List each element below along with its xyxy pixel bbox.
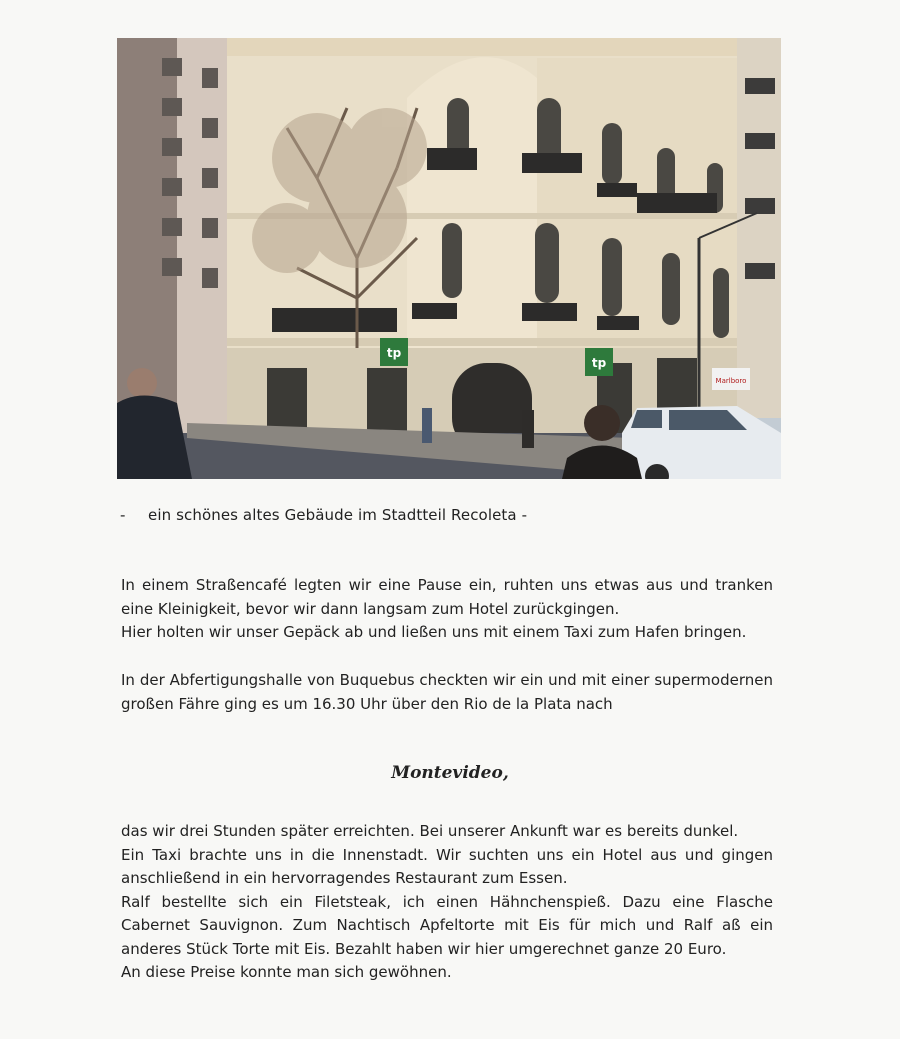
paragraph-cafe (121, 574, 773, 645)
paragraph-buquebus-text: In der Abfertigungshalle von Buquebus checkten wir ein und mit einer supermodernen großen Fähre ging es um 16.30 Uhr über den Rio de la Plata nach (121, 671, 773, 713)
paragraph-montevideo-line2: Ein Taxi brachte uns in die Innenstadt. Wir suchten uns ein Hotel aus und gingen anschließend in ein hervorragendes Restaurant zum Essen. (121, 845, 773, 887)
paragraph-cafe-line2: Hier holten wir unser Gepäck ab und ließen uns mit einem Taxi zum Hafen bringen. (121, 623, 747, 641)
shop-sign-text: Marlboro (715, 377, 747, 385)
paragraph-montevideo-line4: An diese Preise konnte man sich gewöhnen. (121, 963, 452, 981)
photo-caption (120, 506, 527, 524)
sign-right-text: tp (591, 356, 607, 370)
building-illustration (117, 38, 781, 479)
caption-text: ein schönes altes Gebäude im Stadtteil Recoleta - (148, 506, 528, 524)
section-heading-montevideo: Montevideo, (391, 763, 509, 783)
paragraph-cafe-line1: In einem Straßencafé legten wir eine Pause ein, ruhten uns etwas aus und tranken eine Kleinigkeit, bevor wir dann langsam zum Hotel zurückgingen. (121, 576, 773, 618)
paragraph-montevideo (121, 820, 773, 985)
paragraph-montevideo-line3: Ralf bestellte sich ein Filetsteak, ich einen Hähnchenspieß. Dazu eine Flasche Cabernet Sauvignon. Zum Nachtisch Apfeltorte mit Eis für mich und Ralf aß ein anderes Stück Torte mit Eis. Bezahlt haben wir hier umgerechnet ganze 20 Euro. (121, 892, 773, 958)
paragraph-montevideo-line1: das wir drei Stunden später erreichten. Bei unserer Ankunft war es bereits dunkel. (121, 822, 739, 840)
sign-left-text: tp (386, 346, 402, 360)
paragraph-buquebus (121, 669, 773, 716)
caption-dash: - (120, 506, 126, 524)
building-photo (117, 38, 781, 479)
